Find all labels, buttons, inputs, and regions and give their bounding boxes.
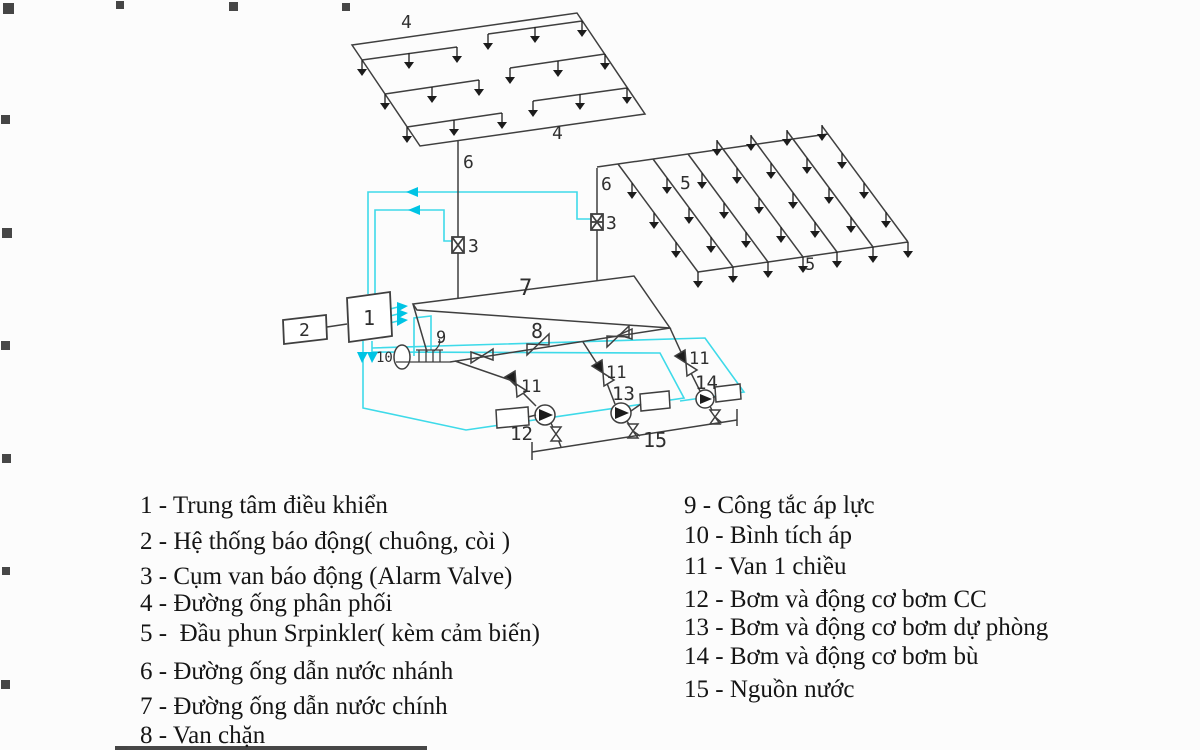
alarm-valve-icon (591, 214, 603, 230)
legend-item-4: 4 - Đường ống phân phối (140, 590, 393, 617)
diagram-label-alarm-valve-right: 3 (606, 213, 617, 234)
diagram-label-branch-riser-left: 6 (463, 152, 474, 173)
wire-to-left-alarm-valve (375, 210, 452, 294)
diagram-label-pump-main: 12 (510, 423, 533, 445)
legend-item-1: 1 - Trung tâm điều khiển (140, 492, 388, 519)
diagram-label-main-pipe: 7 (519, 276, 533, 301)
diagram-label-water-source: 15 (643, 428, 668, 452)
legend-item-2: 2 - Hệ thống báo động( chuông, còi ) (140, 528, 511, 555)
diagram-label-sprinkler-bottom: 5 (805, 255, 816, 275)
arrow-left-icon (408, 205, 420, 215)
legend-item-5: 5 - Đầu phun Srpinkler( kèm cảm biến) (140, 620, 540, 647)
diagram-label-alarm-system: 2 (299, 320, 310, 341)
diagram-label-gate-valve: 8 (531, 319, 544, 343)
legend-item-14: 14 - Bơm và động cơ bơm bù (684, 643, 979, 670)
legend-item-12: 12 - Bơm và động cơ bơm CC (684, 586, 987, 613)
control-wiring (363, 192, 744, 430)
alarm-system-box (283, 315, 347, 344)
legend-item-15: 15 - Nguồn nước (684, 676, 855, 703)
sprinkler-head-icons (627, 125, 913, 288)
diagram-label-pressure-tank: 10 (376, 350, 393, 366)
sprinkler-head-icons (357, 21, 632, 143)
diagram-label-check-valve-3: 11 (689, 349, 710, 369)
diagram-label-sprinkler-top: 5 (680, 173, 691, 194)
legend-item-6: 6 - Đường ống dẫn nước nhánh (140, 658, 454, 685)
sprinkler-branch-plane (597, 125, 913, 288)
diagram-label-check-valve-1: 11 (521, 377, 542, 397)
diagram-label-alarm-valve-left: 3 (468, 236, 479, 257)
diagram-label-pump-standby: 13 (612, 383, 635, 405)
pump-branch-main (455, 361, 561, 447)
arrow-down-icon (357, 352, 368, 363)
drain-valve-icon (710, 410, 720, 424)
legend-item-8: 8 - Van chặn (140, 722, 266, 749)
alarm-valve-icon (452, 237, 464, 253)
legend-item-13: 13 - Bơm và động cơ bơm dự phòng (684, 614, 1049, 641)
legend-item-10: 10 - Bình tích áp (684, 522, 853, 549)
diagram-label-pressure-switch: 9 (436, 328, 447, 348)
arrow-right-icon (397, 316, 408, 326)
legend-item-3: 3 - Cụm van báo động (Alarm Valve) (140, 563, 513, 590)
diagram-label-distribution-bottom: 4 (552, 123, 563, 144)
motor-box (715, 384, 741, 402)
diagram-label-branch-riser-right: 6 (601, 174, 612, 195)
legend-item-7: 7 - Đường ống dẫn nước chính (140, 693, 448, 720)
pressure-tank-icon (394, 345, 410, 369)
diagram-label-distribution-top: 4 (401, 12, 412, 33)
motor-box (640, 391, 670, 411)
diagram-label-check-valve-2: 11 (606, 363, 627, 383)
arrow-left-icon (406, 187, 418, 197)
drain-valve-icon (551, 427, 561, 441)
diagram-label-control-center: 1 (363, 306, 376, 330)
legend-item-9: 9 - Công tắc áp lực (684, 492, 875, 519)
distribution-pipe-plane (352, 13, 645, 146)
gate-valve-icon (607, 326, 629, 347)
legend-item-11: 11 - Van 1 chiều (684, 553, 847, 580)
diagram-label-pump-jockey: 14 (695, 372, 718, 394)
wire-to-right-alarm-valve (368, 192, 592, 294)
